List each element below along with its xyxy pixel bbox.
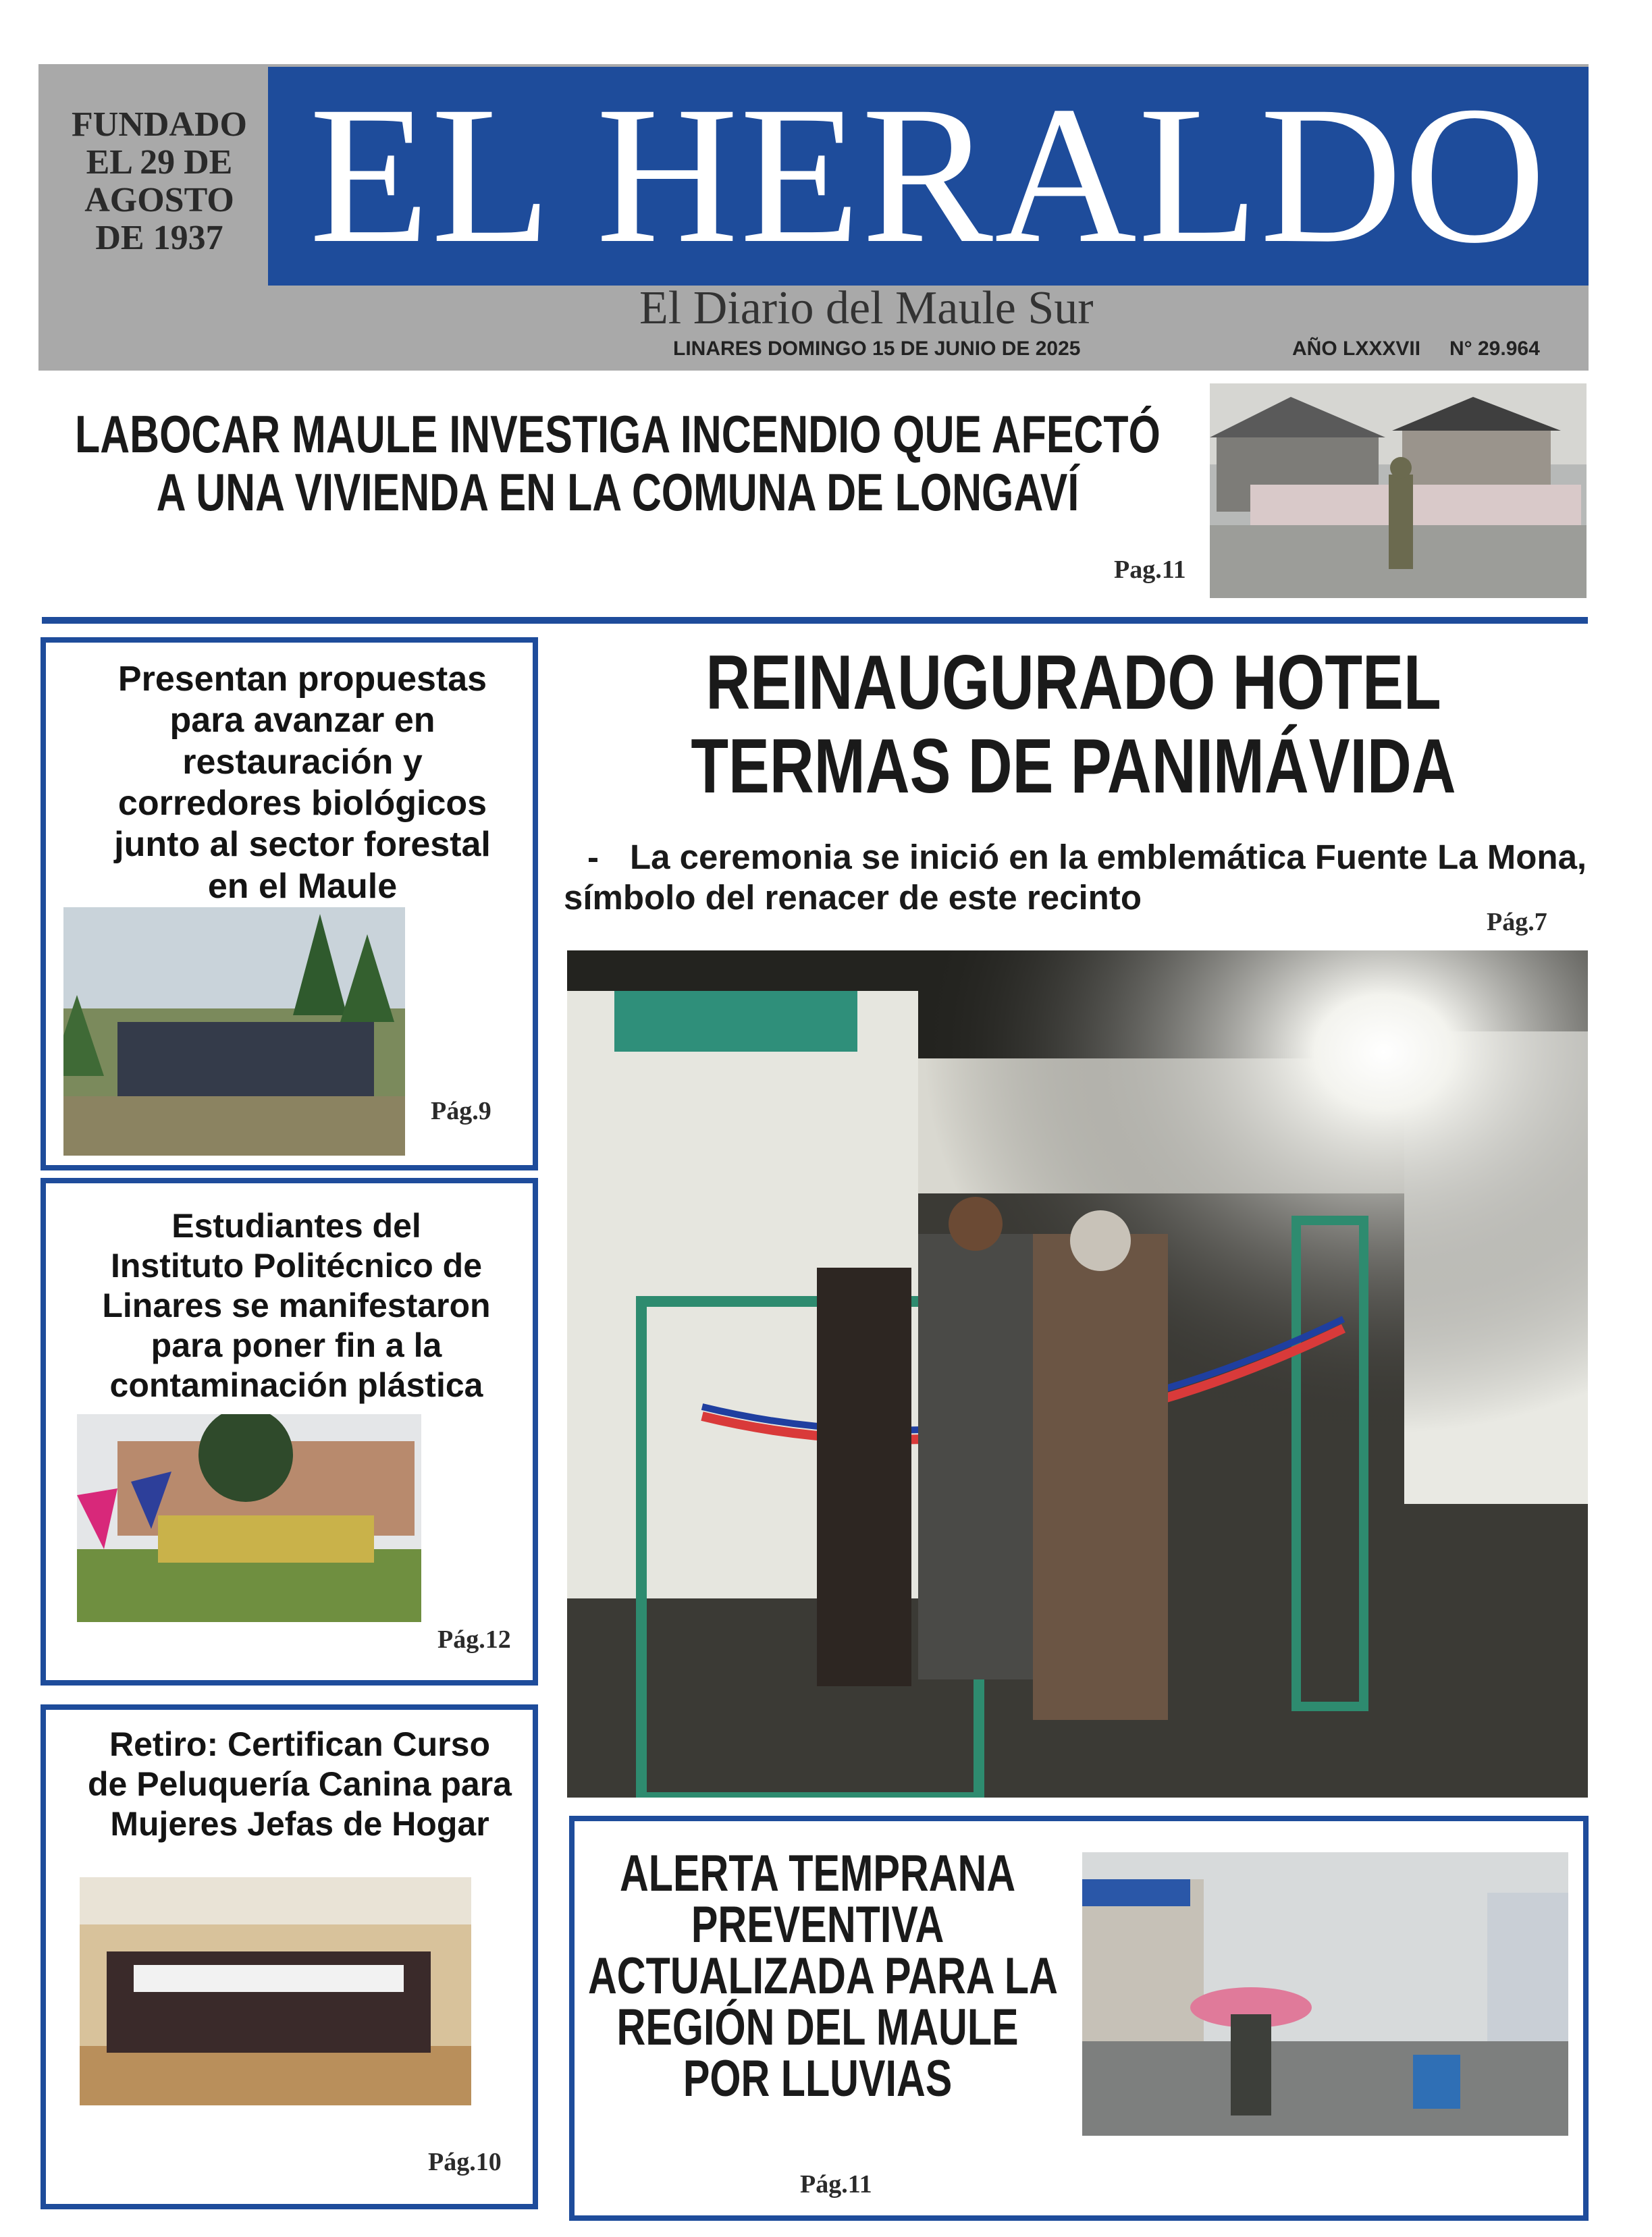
- page-reference: Pág.12: [437, 1625, 511, 1654]
- headline-line: ACTUALIZADA PARA LA: [588, 1947, 1058, 2005]
- forestry-group-photo: [63, 907, 405, 1156]
- headline-line: REINAUGURADO HOTEL: [705, 640, 1441, 726]
- page-reference: Pág.10: [428, 2148, 502, 2176]
- deck-bullet: -: [587, 838, 599, 876]
- page-reference: Pág.9: [431, 1097, 491, 1125]
- title-line: Presentan propuestas: [117, 659, 487, 699]
- main-story-deck: [564, 837, 1590, 918]
- deck-text: La ceremonia se inició en la emblemática Fuente La Mona, símbolo del renacer de este recinto: [564, 838, 1587, 917]
- title-line: en el Maule: [207, 866, 398, 906]
- rainy-street-photo: [1082, 1852, 1568, 2136]
- title-line: Retiro: Certifican Curso: [109, 1725, 490, 1763]
- founded-note: [48, 106, 271, 257]
- story-title: [73, 659, 532, 907]
- title-line: para avanzar en: [169, 701, 435, 740]
- founded-line: FUNDADO: [72, 105, 247, 144]
- side-story-students: [41, 1178, 538, 1686]
- page-reference: Pag.11: [1114, 556, 1186, 584]
- top-story-headline: [37, 405, 1198, 521]
- fire-house-photo: [1210, 383, 1587, 598]
- headline-line: POR LLUVIAS: [683, 2050, 953, 2107]
- title-line: para poner fin a la: [151, 1326, 442, 1364]
- title-line: Estudiantes del: [171, 1207, 421, 1245]
- forest-group-illustration: [63, 907, 405, 1156]
- title-line: contaminación plástica: [109, 1366, 483, 1404]
- story-title: [63, 1206, 529, 1405]
- headline-line: PREVENTIVA: [691, 1896, 944, 1953]
- headline-line: ALERTA TEMPRANA: [619, 1845, 1016, 1902]
- ribbon-cutting-illustration: [567, 950, 1588, 1798]
- ceremony-group-illustration: [80, 1877, 471, 2105]
- alert-headline: [588, 1845, 1058, 2107]
- year-label: AÑO LXXXVII: [1292, 338, 1421, 360]
- title-line: Mujeres Jefas de Hogar: [110, 1805, 489, 1843]
- section-divider: [42, 617, 1588, 624]
- page-reference: Pág.7: [1487, 908, 1547, 936]
- page-reference: Pág.11: [800, 2170, 872, 2199]
- title-line: corredores biológicos: [117, 784, 487, 824]
- title-line: restauración y: [182, 742, 423, 782]
- ribbon-cutting-photo: [567, 950, 1588, 1798]
- fire-scene-illustration: [1210, 383, 1587, 598]
- protest-illustration: [77, 1414, 421, 1622]
- main-story-headline: [567, 641, 1580, 809]
- title-line: de Peluquería Canina para: [88, 1765, 512, 1803]
- founded-line: EL 29 DE: [86, 143, 233, 182]
- headline-line: TERMAS DE PANIMÁVIDA: [691, 724, 1456, 809]
- founded-line: AGOSTO: [84, 181, 234, 219]
- story-title: [63, 1725, 536, 1844]
- founded-line: DE 1937: [95, 219, 223, 257]
- alert-story-rain: [569, 1816, 1589, 2221]
- newspaper-title: EL HERALDO: [309, 66, 1547, 284]
- masthead: [38, 64, 1589, 371]
- headline-line: LABOCAR MAULE INVESTIGA INCENDIO QUE AFECTÓ: [75, 404, 1161, 464]
- title-band: [268, 67, 1589, 286]
- title-line: Instituto Politécnico de: [110, 1247, 483, 1285]
- side-story-forestry: [41, 637, 538, 1170]
- student-protest-photo: [77, 1414, 421, 1622]
- dateline: LINARES DOMINGO 15 DE JUNIO DE 2025: [673, 338, 1081, 360]
- headline-line: REGIÓN DEL MAULE: [616, 1999, 1019, 2056]
- issue-number: N° 29.964: [1449, 338, 1540, 360]
- side-story-dog-grooming: [41, 1704, 538, 2209]
- title-line: junto al sector forestal: [114, 825, 491, 865]
- headline-line: A UNA VIVIENDA EN LA COMUNA DE LONGAVÍ: [156, 462, 1080, 522]
- certification-group-photo: [80, 1877, 471, 2105]
- title-line: Linares se manifestaron: [102, 1287, 491, 1324]
- rainy-street-illustration: [1082, 1852, 1568, 2136]
- newspaper-subtitle: El Diario del Maule Sur: [639, 282, 1094, 334]
